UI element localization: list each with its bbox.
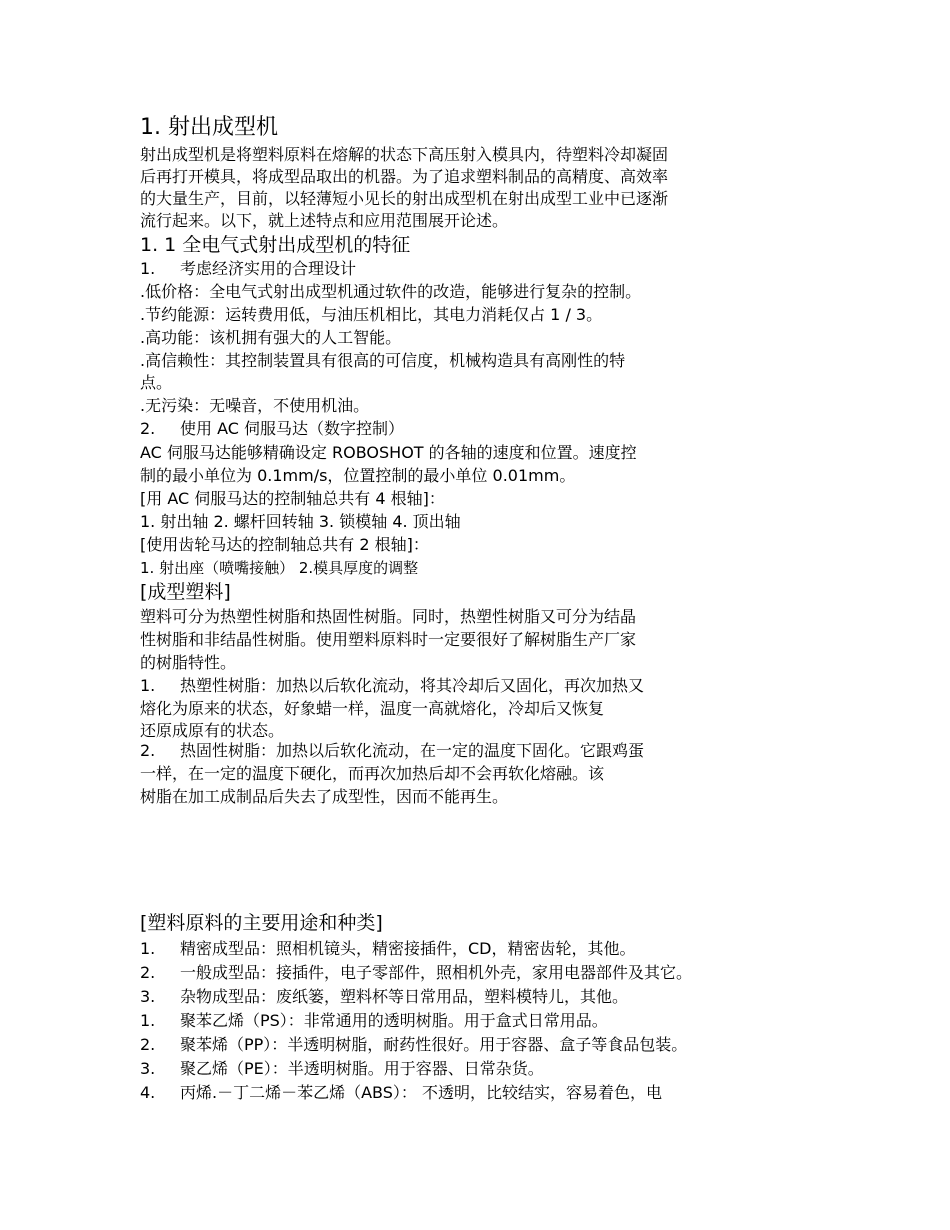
item-number: 1. xyxy=(140,939,156,958)
item-number: 3. xyxy=(140,1059,156,1078)
item-number: 4. xyxy=(140,1083,156,1102)
thermo-line: 还原成原有的状态。 xyxy=(140,721,285,740)
point-number: 2. xyxy=(140,419,156,438)
molding-line: 塑料可分为热塑性树脂和热固性树脂。同时，热塑性树脂又可分为结晶 xyxy=(140,607,637,626)
point-number: 1. xyxy=(140,259,156,278)
point-number: 1. xyxy=(140,676,156,695)
point-text: 考虑经济实用的合理设计 xyxy=(180,259,357,278)
servo-line: AC 伺服马达能够精确设定 ROBOSHOT 的各轴的速度和位置。速度控 xyxy=(140,443,637,462)
servo-line: 制的最小单位为 0.1mm/s，位置控制的最小单位 0.01mm。 xyxy=(140,466,576,485)
numbered-point xyxy=(140,418,404,440)
list-item xyxy=(140,962,692,984)
list-item xyxy=(140,938,636,960)
item-text: 丙烯.－丁二烯－苯乙烯（ABS）： 不透明，比较结实，容易着色，电 xyxy=(180,1083,662,1102)
point-text: 热固性树脂：加热以后软化流动，在一定的温度下固化。它跟鸡蛋 xyxy=(180,741,645,760)
item-number: 2. xyxy=(140,963,156,982)
molding-line: 的树脂特性。 xyxy=(140,653,237,672)
intro-line: 流行起来。以下，就上述特点和应用范围展开论述。 xyxy=(140,211,509,230)
feature-line: .节约能源：运转费用低，与油压机相比，其电力消耗仅占 1 / 3。 xyxy=(140,305,603,324)
molding-heading: [成型塑料] xyxy=(140,581,231,603)
feature-line: .高信赖性：其控制装置具有很高的可信度，机械构造具有高刚性的特 xyxy=(140,351,626,370)
numbered-point xyxy=(140,740,644,762)
feature-line: .高功能：该机拥有强大的人工智能。 xyxy=(140,328,402,347)
point-text: 热塑性树脂：加热以后软化流动，将其冷却后又固化，再次加热又 xyxy=(180,676,645,695)
list-item xyxy=(140,986,628,1008)
item-text: 聚苯烯（PP）：半透明树脂，耐药性很好。用于容器、盒子等食品包装。 xyxy=(180,1035,688,1054)
servo-line: 1. 射出轴 2. 螺杆回转轴 3. 锁模轴 4. 顶出轴 xyxy=(140,512,461,531)
item-text: 聚乙烯（PE）：半透明树脂。用于容器、日常杂货。 xyxy=(180,1059,544,1078)
intro-line: 后再打开模具，将成型品取出的机器。为了追求塑料制品的高精度、高效率 xyxy=(140,167,669,186)
feature-line: 点。 xyxy=(140,373,173,392)
feature-line: .无污染：无噪音，不使用机油。 xyxy=(140,396,370,415)
intro-line: 射出成型机是将塑料原料在熔解的状态下高压射入模具内，待塑料冷却凝固 xyxy=(140,145,669,164)
list-item xyxy=(140,1034,687,1056)
servo-line: 1. 射出座（喷嘴接触） 2.模具厚度的调整 xyxy=(140,559,419,577)
item-number: 2. xyxy=(140,1035,156,1054)
thermo-line: 树脂在加工成制品后失去了成型性，因而不能再生。 xyxy=(140,787,509,806)
page-title: 1. 射出成型机 xyxy=(140,115,278,140)
list-item xyxy=(140,1010,608,1032)
point-text: 使用 AC 伺服马达（数字控制） xyxy=(180,419,405,438)
servo-line: [使用齿轮马达的控制轴总共有 2 根轴]： xyxy=(140,535,429,554)
item-text: 聚苯乙烯（PS）：非常通用的透明树脂。用于盒式日常用品。 xyxy=(180,1011,608,1030)
numbered-point xyxy=(140,258,356,280)
item-text: 精密成型品：照相机镜头，精密接插件，CD，精密齿轮，其他。 xyxy=(180,939,636,958)
uses-heading: [塑料原料的主要用途和种类] xyxy=(140,912,383,934)
servo-line: [用 AC 伺服马达的控制轴总共有 4 根轴]： xyxy=(140,489,445,508)
intro-line: 的大量生产，目前，以轻薄短小见长的射出成型机在射出成型工业中已逐渐 xyxy=(140,189,669,208)
list-item xyxy=(140,1058,544,1080)
item-text: 一般成型品：接插件，电子零部件，照相机外壳，家用电器部件及其它。 xyxy=(180,963,693,982)
list-item xyxy=(140,1082,662,1104)
item-number: 3. xyxy=(140,987,156,1006)
item-number: 1. xyxy=(140,1011,156,1030)
section-heading: 1. 1 全电气式射出成型机的特征 xyxy=(140,234,411,256)
molding-line: 性树脂和非结晶性树脂。使用塑料原料时一定要很好了解树脂生产厂家 xyxy=(140,630,637,649)
thermo-line: 熔化为原来的状态，好象蜡一样，温度一高就熔化，冷却后又恢复 xyxy=(140,699,605,718)
feature-line: .低价格：全电气式射出成型机通过软件的改造，能够进行复杂的控制。 xyxy=(140,282,642,301)
thermo-line: 一样，在一定的温度下硬化，而再次加热后却不会再软化熔融。该 xyxy=(140,764,605,783)
item-text: 杂物成型品：废纸篓，塑料杯等日常用品，塑料模特儿，其他。 xyxy=(180,987,629,1006)
numbered-point xyxy=(140,675,644,697)
point-number: 2. xyxy=(140,741,156,760)
